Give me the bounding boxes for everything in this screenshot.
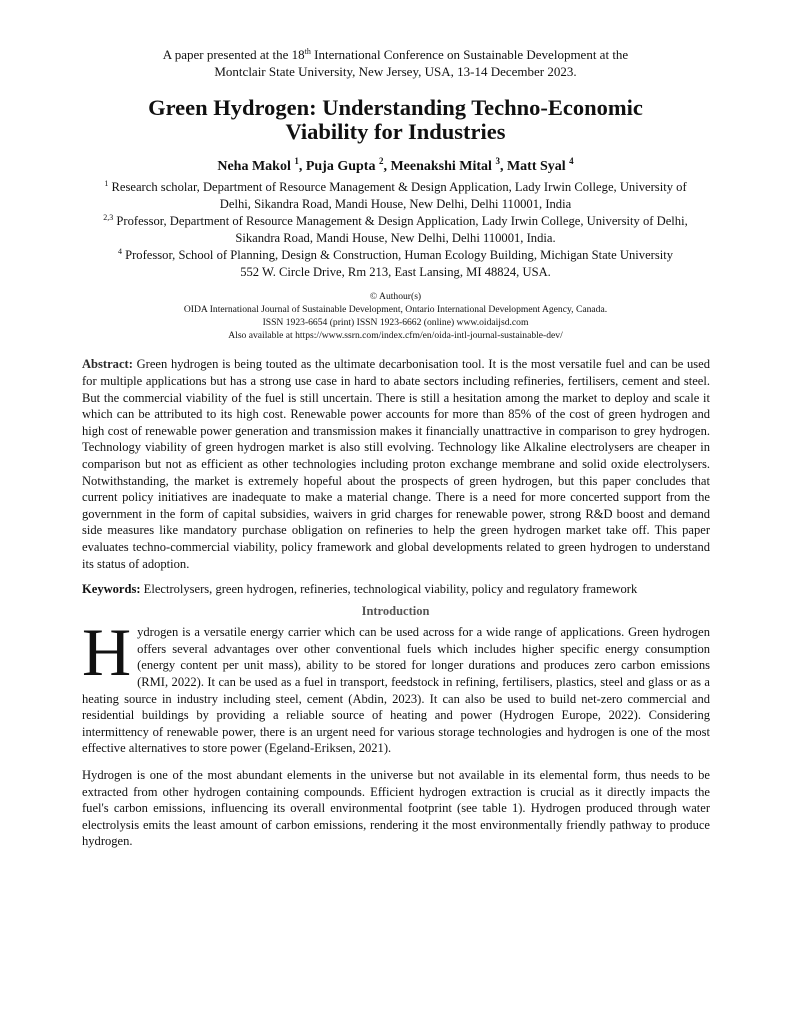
abstract-text: Green hydrogen is being touted as the ultimate decarbonisation tool. It is the most versatile fuel and can be used for multiple applications but has a strong use case in hard to abate sectors including refineries, fertilisers, cement and steel. But the commercial viability of the fuel is still uncertain. There is still a hesitation among the market to deploy and scale it which can be attributed to its high cost. Renewable power accounts for more than 85% of the cost of green hydrogen and high cost of renewable power generation and transmission makes it financially unattractive in comparison to grey hydrogen. Technology viability of green hydrogen market is also still evolving. Technology like Alkaline electrolysers are cheaper in comparison but not as efficient as other technologies including proton exchange membrane and solid oxide electrolysers. Notwithstanding, the market is extremely hopeful about the prospects of green hydrogen, but this paper concludes that current policy initiatives are inadequate to make a material change. There is a need for more concerted support from the government in the form of capital subsidies, waivers in grid charges for renewable power, strong R&D boost and demand side measures like mandatory purchase obligation on refineries to help the green hydrogen market take off. This paper evaluates techno-commercial viability, policy framework and global developments related to green hydrogen to understand its status of adoption. (82, 357, 710, 571)
author-separator: , (499, 159, 507, 174)
author (305, 156, 384, 174)
conference-prefix: A paper presented at the 18 (162, 47, 305, 62)
paper-title (40, 96, 751, 144)
affiliation-line: Sikandra Road, Mandi House, New Delhi, Delhi 110001, India. (235, 230, 556, 245)
author (506, 156, 574, 174)
affiliation-line: Delhi, Sikandra Road, Mandi House, New Delhi, Delhi 110001, India (219, 196, 572, 211)
conference-line-2: Montclair State University, New Jersey, USA, 13-14 December 2023. (214, 64, 577, 79)
affiliation-line: Professor, Department of Resource Management & Design Application, Lady Irwin College, University of Delhi, (113, 213, 688, 228)
introduction-paragraph-2: Hydrogen is one of the most abundant elements in the universe but not available in its elemental form, thus needs to be extracted from other hydrogen containing compounds. Efficient hydrogen extraction is crucial as it directly impacts the fuel's carbon emissions, influencing its overall environmental footprint (see table 1). Hydrogen produced through water electrolysis emits the least amount of carbon emissions, rendering it the most environmentally friendly pathway to produce hydrogen. (82, 767, 710, 849)
issn-line: ISSN 1923-6654 (print) ISSN 1923-6662 (online) www.oidaijsd.com (262, 317, 529, 329)
keywords (82, 581, 710, 597)
copyright-line: © Authour(s) (369, 291, 422, 303)
affiliation-sup: 2,3 (103, 212, 114, 222)
affiliation (50, 179, 741, 213)
affiliation-line: Research scholar, Department of Resource Management & Design Application, Lady Irwin College, University of (108, 180, 687, 194)
affiliation-line: 552 W. Circle Drive, Rm 213, East Lansing, MI 48824, USA. (240, 264, 551, 279)
section-heading-introduction: Introduction (361, 604, 430, 619)
author-separator: , (298, 159, 306, 174)
author (217, 156, 299, 174)
conference-suffix: International Conference on Sustainable Development at the (310, 47, 629, 62)
affiliation-line: Professor, School of Planning, Design & Construction, Human Ecology Building, Michigan State University (121, 247, 674, 262)
paragraph-text: ydrogen is a versatile energy carrier which can be used across for a wide range of applications. Green hydrogen offers several advantages over other conventional fuels which includes higher specific energy consumption (energy content per unit mass), ability to be stored for longer durations and produces zero carbon emissions (RMI, 2022). It can be used as a fuel in transport, feedstock in refining, fertilisers, plastics, steel and glass or as a heating source in industry including steel, cement (Abdin, 2023). It can also be used to build net-zero commercial and residential buildings by providing a reliable source of heating and power (Hydrogen Europe, 2022). Considering intermittency of renewable power, there is an urgent need for various storage technologies and hydrogen is one of the most effective alternatives to store power (Egeland-Eriksen, 2021). (82, 625, 710, 756)
affiliation (50, 213, 741, 247)
title-line-1: Green Hydrogen: Understanding Techno-Economic (148, 95, 643, 120)
author-name: Meenakshi Mital (390, 159, 492, 174)
author-name: Matt Syal (506, 159, 566, 174)
author-separator: , (383, 159, 391, 174)
conference-line-1 (80, 46, 711, 63)
author-name: Neha Makol (217, 159, 291, 174)
conference-sup: th (304, 47, 311, 56)
title-line-2: Viability for Industries (285, 119, 506, 144)
author-sup: 3 (495, 156, 500, 166)
affiliation (50, 247, 741, 281)
journal-line: OIDA International Journal of Sustainable Development, Ontario International Development Agency, Canada. (183, 304, 608, 316)
keywords-label: Keywords: (82, 582, 141, 597)
abstract (82, 356, 710, 572)
abstract-label: Abstract: (82, 357, 133, 372)
keywords-text: Electrolysers, green hydrogen, refineries, technological viability, policy and regulatory framework (140, 582, 638, 597)
author-sup: 1 (294, 156, 299, 166)
availability-line: Also available at https://www.ssrn.com/index.cfm/en/oida-intl-journal-sustainable-dev/ (228, 330, 563, 342)
author-list (60, 158, 731, 176)
copyright-block (60, 290, 731, 342)
affiliation-sup: 1 (104, 179, 109, 188)
author-sup: 2 (378, 156, 384, 166)
author (390, 156, 500, 174)
author-name: Puja Gupta (305, 159, 376, 174)
affiliation-sup: 4 (117, 246, 122, 256)
conference-note (80, 46, 711, 80)
author-sup: 4 (569, 156, 574, 166)
introduction-paragraph-1 (82, 614, 710, 757)
drop-cap: H (82, 614, 132, 691)
affiliations (50, 179, 741, 280)
